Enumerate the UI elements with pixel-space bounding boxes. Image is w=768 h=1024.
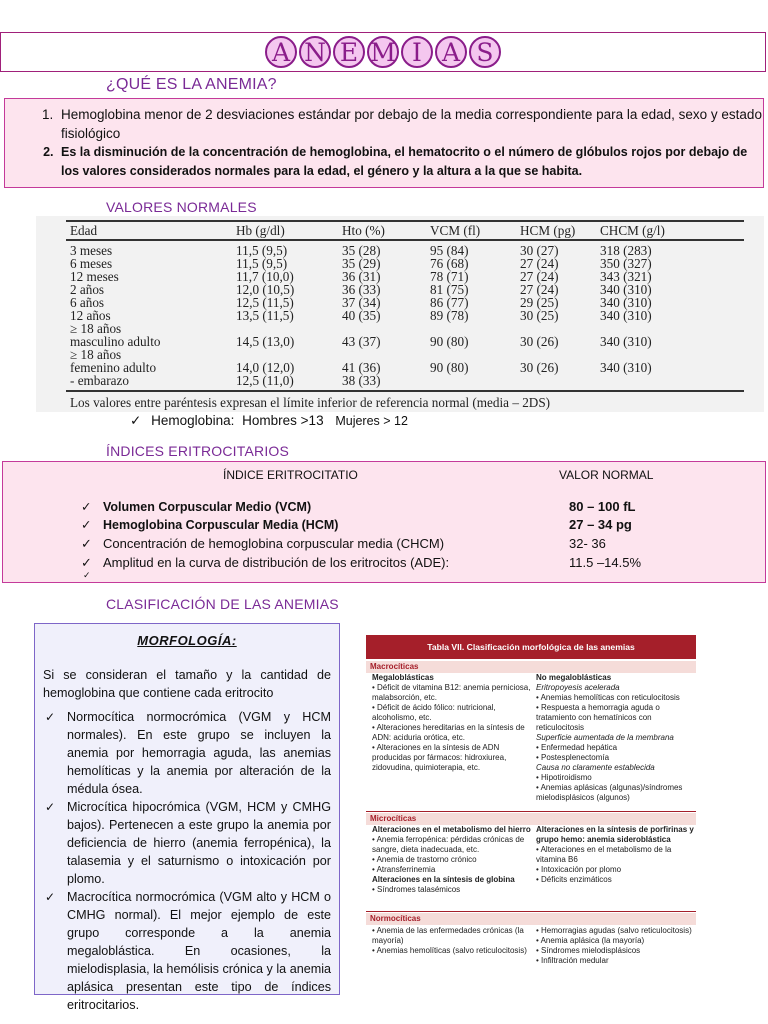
table-cell: 37 (34) xyxy=(342,295,381,310)
index-name: Volumen Corpuscular Medio (VCM) xyxy=(103,500,312,514)
classification-table-title: Tabla VII. Clasificación morfológica de las anemias xyxy=(366,635,696,659)
table-list-item: • Alteraciones en el metabolismo de la vitamina B6 xyxy=(536,845,672,864)
table-cell: 36 (33) xyxy=(342,282,381,297)
table-cell: 27 (24) xyxy=(520,282,559,297)
macro-left-head: Megaloblásticas xyxy=(372,673,434,682)
classification-table xyxy=(366,635,696,975)
micro-left-head: Alteraciones en el metabolismo del hierro xyxy=(372,825,531,834)
table-cell: 29 (25) xyxy=(520,295,559,310)
table-list-item: • Anemias hemolíticas (salvo reticulocitosis) xyxy=(372,946,527,955)
table-cell: 30 (26) xyxy=(520,334,559,349)
macro-right-items xyxy=(536,743,696,763)
table-cell: 81 (75) xyxy=(430,282,469,297)
index-value: 11.5 –14.5% xyxy=(569,555,642,570)
table-cell: 90 (80) xyxy=(430,334,469,349)
macro-section-label: Macrocíticas xyxy=(366,661,696,673)
divider xyxy=(366,911,696,912)
table-list-item: • Anemias hemolíticas con reticulocitosis xyxy=(536,693,680,702)
table-cell: 340 (310) xyxy=(600,282,652,297)
table-header-cell: CHCM (g/l) xyxy=(600,223,665,238)
title-letter: A xyxy=(265,36,297,68)
definition-item: 2. Es la disminución de la concentración de hemoglobina, el hematocrito o el número de glóbulos rojos por debajo de los valores considerados normales para la edad, el género y la altura a la que se habita. xyxy=(57,143,763,181)
definition-list xyxy=(5,105,763,181)
table-cell: 343 (321) xyxy=(600,269,652,284)
title-letter: A xyxy=(435,36,467,68)
table-cell: 12,5 (11,5) xyxy=(236,295,294,310)
table-list-item: • Intoxicación por plomo xyxy=(536,865,622,874)
table-list-item: • Infiltración medular xyxy=(536,956,609,965)
macro-right-sub: Causa no claramente establecida xyxy=(536,763,655,772)
indices-heading: ÍNDICES ERITROCITARIOS xyxy=(106,443,290,459)
micro-right-items xyxy=(536,845,696,885)
table-list-item: • Anemia de las enfermedades crónicas (la mayoría) xyxy=(372,926,524,945)
hemoglobin-men: Hombres >13 xyxy=(242,413,324,428)
table-cell: 27 (24) xyxy=(520,269,559,284)
table-list-item: • Déficit de ácido fólico: nutricional, alcoholismo, etc. xyxy=(372,703,496,722)
table-cell: 30 (27) xyxy=(520,243,559,258)
check-icon: ✓ xyxy=(81,500,92,514)
table-list-item: • Alteraciones en la síntesis de ADN producidas por fármacos: hidroxiurea, zidovudina, quimioterapia, etc. xyxy=(372,743,507,772)
table-list-item: • Enfermedad hepática xyxy=(536,743,618,752)
table-cell: 340 (310) xyxy=(600,334,652,349)
table-list-item: • Anemia ferropénica: pérdidas crónicas de sangre, dieta inadecuada, etc. xyxy=(372,835,525,854)
hemoglobin-note xyxy=(130,413,408,429)
table-cell: 11,7 (10,0) xyxy=(236,269,294,284)
table-cell: 12,0 (10,5) xyxy=(236,282,295,297)
indices-box xyxy=(2,461,766,583)
table-cell: 14,5 (13,0) xyxy=(236,334,295,349)
table-header-cell: HCM (pg) xyxy=(520,223,576,238)
index-row xyxy=(81,498,312,516)
table-cell: 3 meses xyxy=(70,243,113,258)
normal-values-table xyxy=(36,216,764,412)
check-icon: ✓ xyxy=(81,536,92,551)
index-row xyxy=(81,516,339,534)
table-cell: 11,5 (9,5) xyxy=(236,243,288,258)
macro-left-items xyxy=(372,683,532,773)
macro-right-sub: Eritropoyesis acelerada xyxy=(536,683,620,692)
title-letter: N xyxy=(299,36,331,68)
title-letter: I xyxy=(401,36,433,68)
check-icon: ✓ xyxy=(130,413,142,428)
table-cell: 340 (310) xyxy=(600,360,652,375)
normo-section-label: Normocíticas xyxy=(366,913,696,925)
micro-right-head: Alteraciones en la síntesis de porfirinas y grupo hemo: anemia sideroblástica xyxy=(536,825,694,844)
morphology-item: ✓ Microcítica hipocrómica (VGM, HCM y CMHG bajos). Pertenecen a este grupo la anemia por deficiencia de hierro (anemia ferropénica), la talasemia y el saturnismo o intoxicación por plomo. xyxy=(67,798,331,888)
indices-col-value: VALOR NORMAL xyxy=(559,468,654,482)
micro-right-column xyxy=(536,825,696,885)
index-row xyxy=(81,535,445,553)
table-header-cell: VCM (fl) xyxy=(430,223,481,238)
table-cell: 78 (71) xyxy=(430,269,469,284)
table-list-item: • Anemia aplásica (la mayoría) xyxy=(536,936,645,945)
definition-item: 1. Hemoglobina menor de 2 desviaciones estándar por debajo de la media correspondiente para la edad, sexo y estado fisiológico xyxy=(57,105,763,143)
micro-section-label: Microcíticas xyxy=(366,813,696,825)
table-cell: 2 años xyxy=(70,282,105,297)
table-list-item: • Anemias aplásicas (algunas)/síndromes mielodisplásicos (algunos) xyxy=(536,783,683,802)
table-rule xyxy=(66,239,744,241)
morphology-list xyxy=(43,708,331,1014)
table-list-item: • Hemorragias agudas (salvo reticulocitosis) xyxy=(536,926,692,935)
table-header-cell: Hto (%) xyxy=(342,223,385,238)
macro-right-items xyxy=(536,773,696,803)
table-header-cell: Hb (g/dl) xyxy=(236,223,285,238)
table-cell: - embarazo xyxy=(70,373,129,388)
table-cell: 40 (35) xyxy=(342,308,381,323)
table-cell: masculino adulto xyxy=(70,334,161,349)
hemoglobin-label: Hemoglobina: xyxy=(151,413,235,428)
micro-left-items xyxy=(372,885,532,895)
table-cell: 76 (68) xyxy=(430,256,469,271)
index-value: 27 – 34 pg xyxy=(569,517,632,532)
normo-right-items xyxy=(536,926,696,966)
table-rule xyxy=(66,390,744,392)
table-cell: 90 (80) xyxy=(430,360,469,375)
title-letter: S xyxy=(469,36,501,68)
index-name: Hemoglobina Corpuscular Media (HCM) xyxy=(103,518,339,532)
index-name: Amplitud en la curva de distribución de los eritrocitos (ADE): xyxy=(103,555,450,570)
table-rule xyxy=(66,220,744,222)
macro-left-column xyxy=(372,673,532,773)
table-cell: 27 (24) xyxy=(520,256,559,271)
table-list-item: • Respuesta a hemorragia aguda o tratamiento con hematínicos con reticulocitosis xyxy=(536,703,660,732)
classification-heading: CLASIFICACIÓN DE LAS ANEMIAS xyxy=(106,596,339,612)
table-cell: 13,5 (11,5) xyxy=(236,308,294,323)
table-cell: 95 (84) xyxy=(430,243,469,258)
check-icon: ✓ xyxy=(81,518,92,532)
morphology-item: ✓ Normocítica normocrómica (VGM y HCM normales). En este grupo se incluyen la anemia por hemorragia aguda, las anemias hemolíticas y la anemia por alteración de la médula ósea. xyxy=(67,708,331,798)
index-value: 80 – 100 fL xyxy=(569,499,636,514)
check-icon: ✓ xyxy=(81,555,92,570)
table-list-item: • Atransferrinemia xyxy=(372,865,436,874)
table-cell: 11,5 (9,5) xyxy=(236,256,288,271)
indices-col-index: ÍNDICE ERITROCITATIO xyxy=(223,468,358,482)
title-banner xyxy=(0,32,766,72)
index-value: 32- 36 xyxy=(569,536,606,551)
question-heading: ¿QUÉ ES LA ANEMIA? xyxy=(106,76,277,93)
normo-left-column xyxy=(372,926,532,956)
title-letter: E xyxy=(333,36,365,68)
table-cell: 35 (28) xyxy=(342,243,381,258)
table-cell: 86 (77) xyxy=(430,295,469,310)
table-cell: 35 (29) xyxy=(342,256,381,271)
table-header-cell: Edad xyxy=(70,223,98,238)
definition-box xyxy=(4,98,764,188)
table-cell: 350 (327) xyxy=(600,256,652,271)
table-list-item: • Déficits enzimáticos xyxy=(536,875,612,884)
table-cell: 30 (25) xyxy=(520,308,559,323)
table-cell: 89 (78) xyxy=(430,308,469,323)
hemoglobin-women: Mujeres > 12 xyxy=(335,414,408,428)
normo-right-column xyxy=(536,926,696,966)
table-cell: 6 meses xyxy=(70,256,113,271)
table-cell: 340 (310) xyxy=(600,308,652,323)
table-cell: 12 años xyxy=(70,308,111,323)
normo-left-items xyxy=(372,926,532,956)
table-cell: 38 (33) xyxy=(342,373,381,388)
table-cell: ≥ 18 años xyxy=(70,321,122,336)
micro-left-items xyxy=(372,835,532,875)
macro-right-sub: Superficie aumentada de la membrana xyxy=(536,733,674,742)
table-cell: 36 (31) xyxy=(342,269,381,284)
title-letter: M xyxy=(367,36,399,68)
index-row xyxy=(81,554,450,572)
table-cell: 14,0 (12,0) xyxy=(236,360,295,375)
check-icon: ✓ xyxy=(83,570,91,580)
table-list-item: • Hipotiroidismo xyxy=(536,773,592,782)
macro-right-items xyxy=(536,693,696,733)
table-list-item: • Postesplenectomía xyxy=(536,753,610,762)
divider xyxy=(366,811,696,812)
table-list-item: • Anemia de trastorno crónico xyxy=(372,855,477,864)
table-cell: ≥ 18 años xyxy=(70,347,122,362)
morphology-intro: Si se consideran el tamaño y la cantidad de hemoglobina que contiene cada eritrocito xyxy=(43,668,331,700)
table-cell: 318 (283) xyxy=(600,243,652,258)
table-cell: 6 años xyxy=(70,295,105,310)
table-list-item: • Síndromes talasémicos xyxy=(372,885,461,894)
index-name: Concentración de hemoglobina corpuscular media (CHCM) xyxy=(103,536,445,551)
table-cell: 43 (37) xyxy=(342,334,381,349)
macro-right-head: No megaloblásticas xyxy=(536,673,612,682)
table-list-item: • Síndromes mielodisplásicos xyxy=(536,946,641,955)
morphology-box xyxy=(34,623,340,1012)
micro-left-column xyxy=(372,825,532,895)
table-list-item: • Déficit de vitamina B12: anemia perniciosa, malabsorción, etc. xyxy=(372,683,531,702)
table-cell: 12,5 (11,0) xyxy=(236,373,294,388)
normal-values-heading: VALORES NORMALES xyxy=(106,199,257,215)
table-cell: 30 (26) xyxy=(520,360,559,375)
table-cell: femenino adulto xyxy=(70,360,157,375)
morphology-title: MORFOLOGÍA: xyxy=(137,633,237,648)
table-footnote: Los valores entre paréntesis expresan el límite inferior de referencia normal (media – 2DS) xyxy=(70,395,551,410)
table-cell: 41 (36) xyxy=(342,360,381,375)
table-list-item: • Alteraciones hereditarias en la síntesis de ADN: aciduria orótica, etc. xyxy=(372,723,525,742)
morphology-item: ✓ Macrocítica normocrómica (VGM alto y HCM o CMHG normal). El mejor ejemplo de este grupo corresponde a la anemia megaloblástica. En ocasiones, la mielodisplasia, la hemólisis crónica y la anemia aplásica presentan este tipo de índices eritrocitarios. xyxy=(67,888,331,1014)
table-cell: 12 meses xyxy=(70,269,119,284)
macro-right-column xyxy=(536,673,696,803)
micro-left-head: Alteraciones en la síntesis de globina xyxy=(372,875,515,884)
table-cell: 340 (310) xyxy=(600,295,652,310)
